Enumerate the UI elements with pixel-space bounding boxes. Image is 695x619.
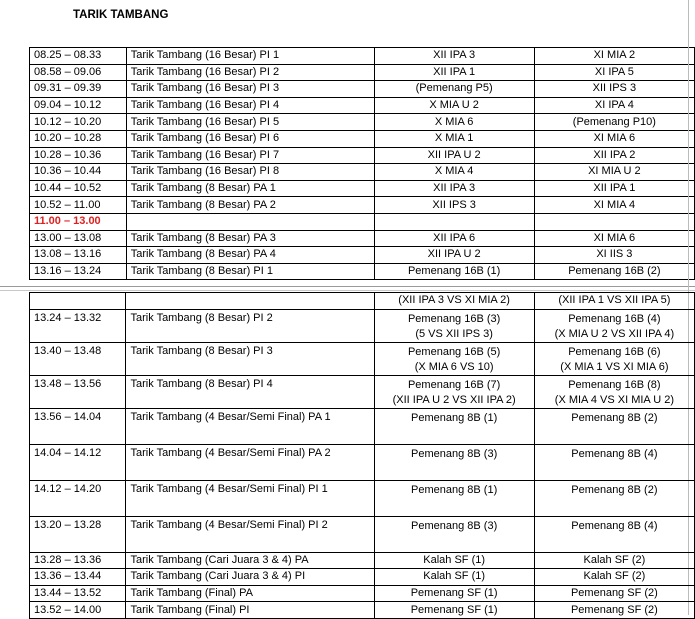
team-b-cell: Pemenang 16B (2)	[534, 263, 694, 280]
event-cell: Tarik Tambang (16 Besar) PI 2	[126, 64, 374, 81]
table-row	[30, 309, 695, 342]
event-cell: Tarik Tambang (8 Besar) PA 3	[126, 230, 374, 247]
team-b-line-2: (X MIA 1 VS XI MIA 6)	[560, 360, 669, 373]
team-a-line-1: Kalah SF (1)	[423, 553, 486, 566]
team-a-line-1: Kalah SF (1)	[423, 570, 486, 583]
team-b-line-1: Pemenang 8B (4)	[571, 519, 658, 532]
team-a-line-1: Pemenang 8B (1)	[411, 483, 498, 496]
team-b-line-1: Pemenang SF (2)	[570, 603, 658, 616]
team-b-cell: (Pemenang P10)	[534, 114, 694, 131]
time-cell: 13.52 – 14.00	[30, 602, 126, 619]
event-cell: Tarik Tambang (8 Besar) PI 1	[126, 263, 374, 280]
time-cell: 13.16 – 13.24	[30, 263, 127, 280]
time-cell: 14.04 – 14.12	[30, 444, 126, 480]
time-cell: 10.44 – 10.52	[30, 180, 127, 197]
event-cell: Tarik Tambang (4 Besar/Semi Final) PA 2	[126, 444, 374, 480]
table-row	[30, 585, 695, 602]
time-cell: 13.40 – 13.48	[30, 342, 126, 375]
table-row	[30, 602, 695, 619]
time-cell: 13.24 – 13.32	[30, 309, 126, 342]
time-cell: 08.58 – 09.06	[30, 64, 127, 81]
table-row	[30, 147, 695, 164]
event-cell: Tarik Tambang (4 Besar/Semi Final) PA 1	[126, 408, 374, 444]
event-cell: Tarik Tambang (Final) PA	[126, 585, 374, 602]
team-a-cell: XII IPA 3	[374, 180, 534, 197]
time-cell: 13.44 – 13.52	[30, 585, 126, 602]
event-cell: Tarik Tambang (8 Besar) PA 2	[126, 197, 374, 214]
team-a-cell: XII IPS 3	[374, 197, 534, 214]
schedule-table-part-2	[29, 292, 695, 619]
team-b-line-1: Pemenang 8B (2)	[571, 411, 658, 424]
time-cell: 13.28 – 13.36	[30, 552, 126, 569]
team-a-cell	[374, 375, 534, 408]
team-a-line-2: (X MIA 6 VS 10)	[414, 360, 494, 373]
time-cell: 13.00 – 13.08	[30, 230, 127, 247]
team-b-line-1: Kalah SF (2)	[583, 570, 646, 583]
page-break-line	[0, 286, 695, 287]
team-b-cell	[534, 602, 694, 619]
team-b-cell: (XII IPA 1 VS XII IPA 5)	[534, 293, 694, 310]
time-cell: 13.36 – 13.44	[30, 569, 126, 586]
table-row	[30, 97, 695, 114]
time-cell: 13.48 – 13.56	[30, 375, 126, 408]
event-cell: Tarik Tambang (8 Besar) PI 3	[126, 342, 374, 375]
schedule-table-part-1	[29, 47, 695, 280]
team-a-cell	[374, 480, 534, 516]
time-cell: 10.20 – 10.28	[30, 130, 127, 147]
event-cell: Tarik Tambang (16 Besar) PI 7	[126, 147, 374, 164]
table-row	[30, 180, 695, 197]
table-row	[30, 444, 695, 480]
team-b-line-1: Pemenang 16B (8)	[568, 378, 661, 391]
team-a-cell: XII IPA U 2	[374, 247, 534, 264]
team-b-line-1: Pemenang SF (2)	[570, 587, 658, 600]
time-cell: 13.08 – 13.16	[30, 247, 127, 264]
team-b-cell: XII IPS 3	[534, 81, 694, 98]
table-row	[30, 516, 695, 552]
team-b-cell: XI IPA 4	[534, 97, 694, 114]
event-cell: Tarik Tambang (16 Besar) PI 5	[126, 114, 374, 131]
table-row	[30, 263, 695, 280]
team-b-cell	[534, 408, 694, 444]
event-cell: Tarik Tambang (8 Besar) PI 2	[126, 309, 374, 342]
team-a-line-1: Pemenang 16B (3)	[407, 312, 501, 325]
team-b-line-2: (X MIA 4 VS XI MIA U 2)	[554, 393, 674, 406]
team-a-line-2: (5 VS XII IPS 3)	[415, 327, 493, 340]
team-b-cell	[534, 213, 694, 230]
team-a-cell	[374, 552, 534, 569]
team-a-cell	[374, 408, 534, 444]
team-a-cell: Pemenang 16B (1)	[374, 263, 534, 280]
time-cell: 09.31 – 09.39	[30, 81, 127, 98]
team-a-cell: X MIA 6	[374, 114, 534, 131]
table-row	[30, 64, 695, 81]
team-a-cell	[374, 602, 534, 619]
event-cell: Tarik Tambang (16 Besar) PI 6	[126, 130, 374, 147]
team-b-cell: XI MIA 2	[534, 48, 694, 65]
table-row-break	[30, 213, 695, 230]
team-b-line-1: Pemenang 8B (2)	[571, 483, 658, 496]
event-cell: Tarik Tambang (Cari Juara 3 & 4) PA	[126, 552, 374, 569]
team-b-line-1: Kalah SF (2)	[583, 553, 646, 566]
team-a-line-1: Pemenang 8B (3)	[411, 519, 498, 532]
team-b-cell	[534, 375, 694, 408]
event-cell: Tarik Tambang (16 Besar) PI 8	[126, 164, 374, 181]
event-cell	[126, 293, 374, 310]
team-a-cell: X MIA 1	[374, 130, 534, 147]
time-cell	[30, 293, 126, 310]
team-b-line-1: Pemenang 16B (6)	[568, 345, 661, 358]
table-row	[30, 375, 695, 408]
time-cell: 13.56 – 14.04	[30, 408, 126, 444]
team-b-cell: XI MIA 4	[534, 197, 694, 214]
team-a-cell: (XII IPA 3 VS XI MIA 2)	[374, 293, 534, 310]
team-b-cell: XI IIS 3	[534, 247, 694, 264]
team-a-cell: X MIA U 2	[374, 97, 534, 114]
event-cell: Tarik Tambang (Final) PI	[126, 602, 374, 619]
table-row	[30, 408, 695, 444]
table-row	[30, 48, 695, 65]
table-row	[30, 130, 695, 147]
table-row	[30, 342, 695, 375]
team-a-cell: XII IPA 1	[374, 64, 534, 81]
team-a-line-1: Pemenang 8B (1)	[411, 411, 498, 424]
team-a-cell	[374, 309, 534, 342]
table-row	[30, 230, 695, 247]
team-b-line-2: (X MIA U 2 VS XII IPA 4)	[554, 327, 675, 340]
time-cell: 10.28 – 10.36	[30, 147, 127, 164]
event-cell: Tarik Tambang (8 Besar) PA 4	[126, 247, 374, 264]
table-row	[30, 480, 695, 516]
time-cell: 10.12 – 10.20	[30, 114, 127, 131]
team-b-cell: XI MIA 6	[534, 130, 694, 147]
team-a-cell: X MIA 4	[374, 164, 534, 181]
time-cell: 13.20 – 13.28	[30, 516, 126, 552]
table-row	[30, 164, 695, 181]
table-row	[30, 114, 695, 131]
team-a-cell	[374, 213, 534, 230]
event-cell: Tarik Tambang (16 Besar) PI 3	[126, 81, 374, 98]
team-a-cell: (Pemenang P5)	[374, 81, 534, 98]
team-b-cell	[534, 585, 694, 602]
team-b-cell: XII IPA 1	[534, 180, 694, 197]
team-a-cell	[374, 516, 534, 552]
team-a-cell: XII IPA 6	[374, 230, 534, 247]
team-a-line-1: Pemenang 16B (7)	[407, 378, 501, 391]
team-b-cell: XI MIA 6	[534, 230, 694, 247]
event-cell: Tarik Tambang (4 Besar/Semi Final) PI 1	[126, 480, 374, 516]
team-b-cell	[534, 342, 694, 375]
team-a-line-2: (XII IPA U 2 VS XII IPA 2)	[392, 393, 516, 406]
event-cell: Tarik Tambang (4 Besar/Semi Final) PI 2	[126, 516, 374, 552]
team-b-cell: XI IPA 5	[534, 64, 694, 81]
document-title: TARIK TAMBANG	[73, 9, 169, 21]
team-a-cell	[374, 585, 534, 602]
team-b-cell	[534, 569, 694, 586]
table-row	[30, 569, 695, 586]
team-b-cell	[534, 552, 694, 569]
team-a-cell	[374, 569, 534, 586]
team-b-line-1: Pemenang 8B (4)	[571, 447, 658, 460]
team-a-cell	[374, 342, 534, 375]
team-a-line-1: Pemenang SF (1)	[410, 603, 498, 616]
page-break-line-shadow	[0, 290, 695, 291]
event-cell: Tarik Tambang (16 Besar) PI 1	[126, 48, 374, 65]
team-a-line-1: Pemenang 16B (5)	[407, 345, 501, 358]
event-cell	[126, 213, 374, 230]
time-cell: 10.36 – 10.44	[30, 164, 127, 181]
time-cell: 10.52 – 11.00	[30, 197, 127, 214]
event-cell: Tarik Tambang (8 Besar) PI 4	[126, 375, 374, 408]
team-b-line-1: Pemenang 16B (4)	[568, 312, 661, 325]
team-a-line-1: Pemenang SF (1)	[410, 587, 498, 600]
event-cell: Tarik Tambang (16 Besar) PI 4	[126, 97, 374, 114]
table-row	[30, 81, 695, 98]
time-cell: 09.04 – 10.12	[30, 97, 127, 114]
team-b-cell: XI MIA U 2	[534, 164, 694, 181]
event-cell: Tarik Tambang (8 Besar) PA 1	[126, 180, 374, 197]
event-cell: Tarik Tambang (Cari Juara 3 & 4) PI	[126, 569, 374, 586]
team-b-cell	[534, 516, 694, 552]
team-b-cell	[534, 309, 694, 342]
time-cell: 11.00 – 13.00	[30, 213, 127, 230]
team-a-cell: XII IPA 3	[374, 48, 534, 65]
time-cell: 08.25 – 08.33	[30, 48, 127, 65]
team-a-line-1: Pemenang 8B (3)	[411, 447, 498, 460]
team-b-cell	[534, 444, 694, 480]
table-row-header	[30, 293, 695, 310]
team-a-cell	[374, 444, 534, 480]
table-row	[30, 552, 695, 569]
team-a-cell: XII IPA U 2	[374, 147, 534, 164]
time-cell: 14.12 – 14.20	[30, 480, 126, 516]
team-b-cell	[534, 480, 694, 516]
table-row	[30, 247, 695, 264]
table-row	[30, 197, 695, 214]
team-b-cell: XII IPA 2	[534, 147, 694, 164]
